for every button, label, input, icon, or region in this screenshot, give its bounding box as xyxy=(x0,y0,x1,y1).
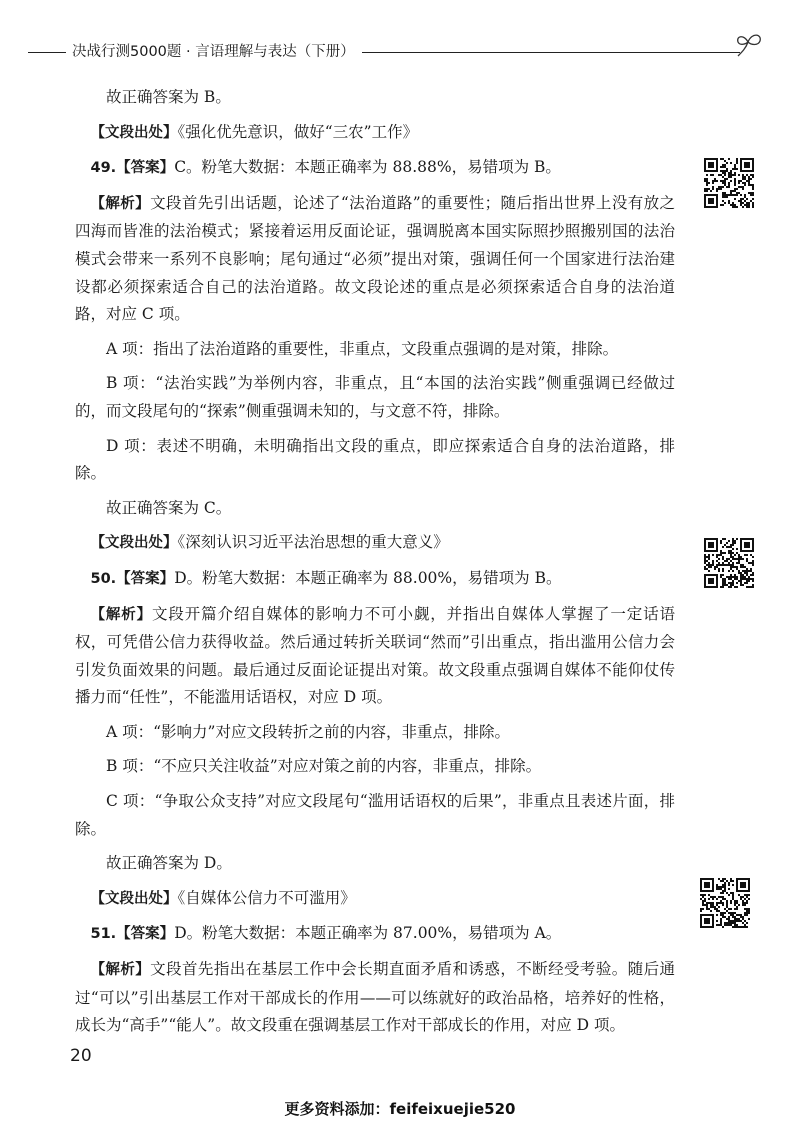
sprout-icon xyxy=(732,30,766,60)
answer-line-49: 49.【答案】C。粉笔大数据：本题正确率为 88.88%，易错项为 B。 xyxy=(90,158,561,177)
conclusion-line: 故正确答案为 D。 xyxy=(106,854,232,873)
source-citation: 【文段出处】《强化优先意识，做好“三农”工作》 xyxy=(90,122,419,141)
header-rule-left xyxy=(28,52,66,53)
option-a-note: A 项：“影响力”对应文段转折之前的内容，非重点，排除。 xyxy=(106,722,510,741)
option-b-note: B 项：“法治实践”为举例内容，非重点，且“本国的法治实践”侧重强调已经做过的，而文段尾句的“探索”侧重强调未知的，与文意不符，排除。 xyxy=(75,374,675,420)
header-rule-right xyxy=(362,52,740,53)
conclusion-line: 故正确答案为 B。 xyxy=(106,88,231,106)
option-c-note: C 项：“争取公众支持”对应文段尾句“滥用话语权的后果”，非重点且表述片面，排除。 xyxy=(75,792,675,838)
analysis-paragraph-51: 【解析】文段首先指出在基层工作中会长期直面矛盾和诱惑，不断经受考验。随后通过“可以”引出基层工作对干部成长的作用——可以练就好的政治品格，培养好的性格，成长为“高手”“能人”。故文段重在强调基层工作对干部成长的作用，对应 D 项。 xyxy=(75,960,675,1035)
analysis-paragraph-49: 【解析】文段首先引出话题，论述了“法治道路”的重要性；随后指出世界上没有放之四海而皆准的法治模式；紧接着运用反面论证，强调脱离本国实际照抄照搬别国的法治模式会带来一系列不良影响；尾句通过“必须”提出对策，强调任何一个国家进行法治建设都必须探索适合自己的法治道路。故文段论述的重点是必须探索适合自身的法治道路，对应 C 项。 xyxy=(75,193,676,324)
answer-line-50: 50.【答案】D。粉笔大数据：本题正确率为 88.00%，易错项为 B。 xyxy=(90,568,562,587)
qr-code-icon[interactable] xyxy=(700,878,750,928)
source-citation: 【文段出处】《自媒体公信力不可滥用》 xyxy=(90,888,356,907)
answer-explanations xyxy=(75,84,675,1047)
source-citation: 【文段出处】《深刻认识习近平法治思想的重大意义》 xyxy=(90,533,449,552)
page-number: 20 xyxy=(70,1046,92,1066)
book-title: 决战行测5000题 · 言语理解与表达（下册） xyxy=(72,44,355,60)
conclusion-line: 故正确答案为 C。 xyxy=(106,498,232,517)
qr-code-icon[interactable] xyxy=(704,538,754,588)
option-b-note: B 项：“不应只关注收益”对应对策之前的内容，非重点，排除。 xyxy=(106,757,542,776)
running-header xyxy=(0,40,800,64)
option-a-note: A 项：指出了法治道路的重要性，非重点，文段重点强调的是对策，排除。 xyxy=(106,339,619,358)
option-d-note: D 项：表述不明确，未明确指出文段的重点，即应探索适合自身的法治道路，排除。 xyxy=(75,436,675,483)
qr-code-icon[interactable] xyxy=(704,158,754,208)
footer-note: 更多资料添加：feifeixuejie520 xyxy=(284,1100,516,1118)
answer-line-51: 51.【答案】D。粉笔大数据：本题正确率为 87.00%，易错项为 A。 xyxy=(90,924,562,943)
analysis-paragraph-50: 【解析】文段开篇介绍自媒体的影响力不可小觑，并指出自媒体人掌握了一定话语权，可凭借公信力获得收益。然后通过转折关联词“然而”引出重点，指出滥用公信力会引发负面效果的问题。最后通过反面论证提出对策。故文段重点强调自媒体不能仰仗传播力而“任性”，不能滥用话语权，对应 D 项。 xyxy=(75,604,675,707)
